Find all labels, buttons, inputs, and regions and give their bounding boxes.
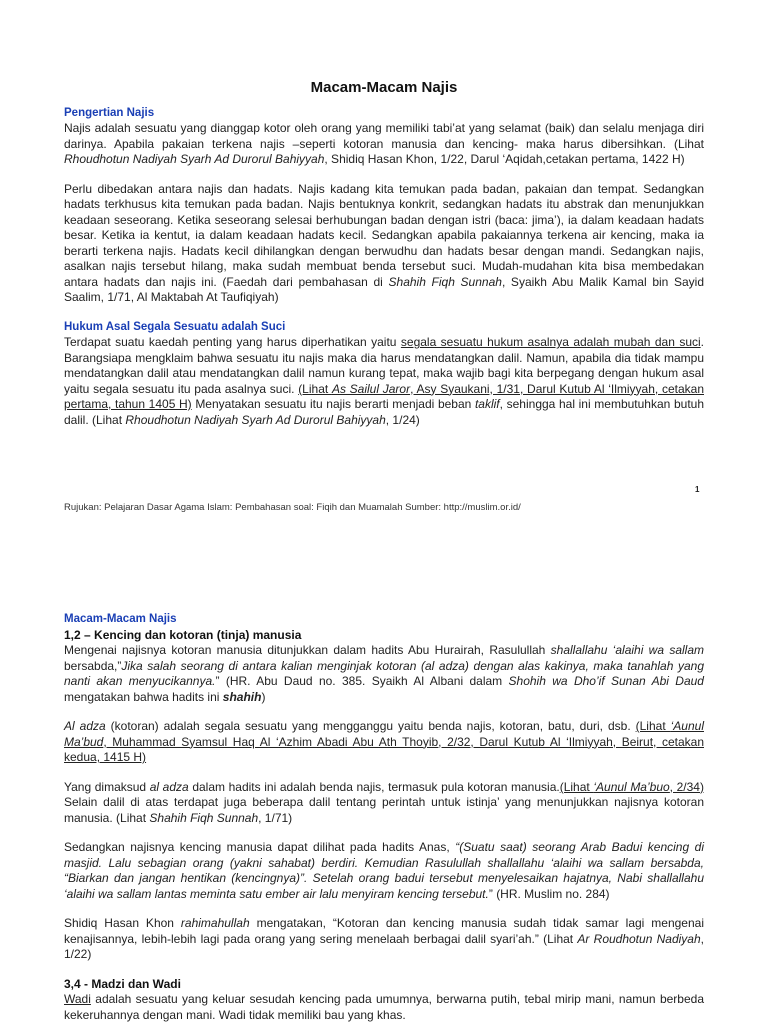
- footnote-reference: Rujukan: Pelajaran Dasar Agama Islam: Pembahasan soal: Fiqih dan Muamalah Sumber: http://muslim.or.id/: [64, 502, 521, 513]
- paragraph-hadits-anas: Sedangkan najisnya kencing manusia dapat dilihat pada hadits Anas, “(Suatu saat) seorang Arab Badui kencing di masjid. Lalu sebagian orang (yakni sahabat) berdiri. Kemudian Rasulullah shallallahu ‘alaihi wa sallam bersabda, “Biarkan dan jangan hentikan (kencingnya)”. Setelah orang badui tersebut menyelesaikan hajatnya, Nabi shallallahu ‘alaihi wa sallam lantas meminta satu ember air lalu menyiram kencing tersebut.” (HR. Muslim no. 284): [64, 840, 704, 901]
- paragraph-wadi: Wadi adalah sesuatu yang keluar sesudah kencing pada umumnya, berwarna putih, tebal mirip mani, namun berbeda kekeruhannya dengan mani. Wadi tidak memiliki bau yang khas.: [64, 992, 704, 1022]
- paragraph-definition: Najis adalah sesuatu yang dianggap kotor oleh orang yang memiliki tabi’at yang selamat (baik) dan selalu menjaga diri darinya. Apabila pakaian terkena najis –seperti kotoran manusia dan kencing- maka harus dibersihkan. (Lihat Rhoudhotun Nadiyah Syarh Ad Durorul Bahiyyah, Shidiq Hasan Khon, 1/22, Darul ‘Aqidah,cetakan pertama, 1422 H): [64, 121, 704, 166]
- paragraph-shidiq-hasan-khon: Shidiq Hasan Khon rahimahullah mengatakan, “Kotoran dan kencing manusia sudah tidak samar lagi mengenai kenajisannya, lebih-lebih lagi pada orang yang sering menelaah berbagai dalil syari’ah.” (Lihat Ar Roudhotun Nadiyah, 1/22): [64, 916, 704, 961]
- section-heading-pengertian: Pengertian Najis: [64, 106, 155, 119]
- page-1: [64, 80, 704, 428]
- paragraph-al-adza: Al adza (kotoran) adalah segala sesuatu yang mengganggu yaitu benda najis, kotoran, batu, duri, dsb. (Lihat ‘Aunul Ma’bud, Muhammad Syamsul Haq Al ‘Azhim Abadi Abu Ath Thoyib, 2/32, Darul Kutub Al ‘Ilmiyyah, Beirut, cetakan kedua, 1415 H): [64, 719, 704, 764]
- page-2: [64, 612, 704, 1023]
- paragraph-hukum-asal: Terdapat suatu kaedah penting yang harus diperhatikan yaitu segala sesuatu hukum asalnya adalah mubah dan suci. Barangsiapa mengklaim bahwa sesuatu itu najis maka dia harus mendatangkan dalil. Namun, apabila dia tidak mampu mendatangkan dalil atau mendatangkan dalil namun kurang tepat, maka wajib bagi kita berpegang dengan hukum asal yaitu segala sesuatu itu pada asalnya suci. (Lihat As Sailul Jaror, Asy Syaukani, 1/31, Darul Kutub Al ‘Ilmiyyah, cetakan pertama, tahun 1405 H) Menyatakan sesuatu itu najis berarti menjadi beban taklif, sehingga hal ini membutuhkan butuh dalil. (Lihat Rhoudhotun Nadiyah Syarh Ad Durorul Bahiyyah, 1/24): [64, 335, 704, 427]
- paragraph-hadits-abu-hurairah: Mengenai najisnya kotoran manusia ditunjukkan dalam hadits Abu Hurairah, Rasulullah shallallahu ‘alaihi wa sallam bersabda,”Jika salah seorang di antara kalian menginjak kotoran (al adza) dengan alas kakinya, maka tanahlah yang nanti akan menyucikannya.” (HR. Abu Daud no. 385. Syaikh Al Albani dalam Shohih wa Dho’if Sunan Abi Daud mengatakan bahwa hadits ini shahih): [64, 643, 704, 704]
- subheading-madzi-wadi: 3,4 - Madzi dan Wadi: [64, 976, 181, 991]
- paragraph-najis-vs-hadats: Perlu dibedakan antara najis dan hadats. Najis kadang kita temukan pada badan, pakaian dan tempat. Sedangkan hadats terkhusus kita temukan pada badan. Najis bentuknya konkrit, sedangkan hadats itu abstrak dan menunjukkan keadaan seseorang. Ketika seseorang selesai berhubungan badan dengan istri (baca: jima’), ia dalam keadaan hadats besar. Ketika ia kentut, ia dalam keadaan hadats kecil. Sedangkan apabila pakaiannya terkena air kencing, maka ia berarti terkena najis. Hadats kecil dihilangkan dengan berwudhu dan hadats besar dengan mandi. Sedangkan najis, asalkan najis tersebut hilang, maka sudah membuat benda tersebut suci. Mudah-mudahan kita bisa membedakan antara hadats dan najis ini. (Faedah dari pembahasan di Shahih Fiqh Sunnah, Syaikh Abu Malik Kamal bin Sayid Saalim, 1/71, Al Maktabah At Taufiqiyah): [64, 181, 705, 304]
- paragraph-yang-dimaksud: Yang dimaksud al adza dalam hadits ini adalah benda najis, termasuk pula kotoran manusia.(Lihat ‘Aunul Ma’buo, 2/34) Selain dalil di atas terdapat juga beberapa dalil tentang perintah untuk istinja’ yang menunjukkan najisnya kotoran manusia. (Lihat Shahih Fiqh Sunnah, 1/71): [64, 779, 704, 825]
- subheading-kencing-kotoran: 1,2 – Kencing dan kotoran (tinja) manusia: [64, 627, 302, 642]
- page-title: Macam-Macam Najis: [310, 79, 458, 96]
- section-heading-hukum-asal: Hukum Asal Segala Sesuatu adalah Suci: [64, 320, 286, 333]
- page-number: 1: [695, 485, 700, 494]
- section-heading-macam-najis: Macam-Macam Najis: [64, 613, 177, 625]
